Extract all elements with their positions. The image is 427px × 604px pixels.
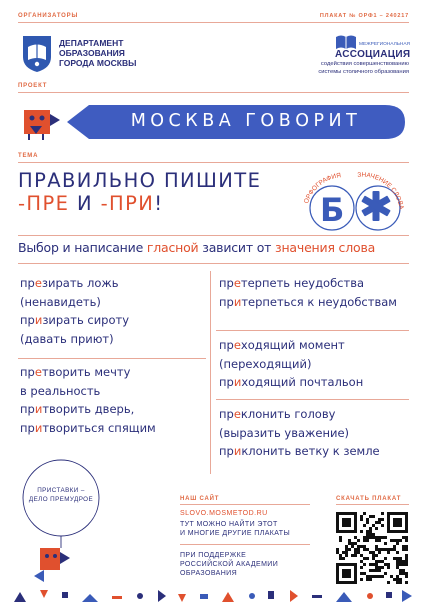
poster-code: ПЛАКАТ № ОРФ1 – 240217: [319, 13, 409, 19]
project-label: ПРОЕКТ: [18, 83, 48, 89]
support-line-2: РОССИЙСКОЙ АКАДЕМИИ: [180, 561, 279, 568]
theme-title-line-2: [18, 192, 163, 215]
rule-part-3: зависит от: [198, 240, 275, 255]
example-word: приклонить ветку к земле: [219, 444, 380, 458]
example-gloss: в реальность: [20, 383, 101, 398]
organizers-label: ОРГАНИЗАТОРЫ: [18, 13, 79, 19]
speech-bubble: [18, 458, 104, 544]
bottom-decorations: [0, 586, 427, 604]
example-word: преходящий момент: [219, 338, 345, 352]
asterisk-icon: [361, 191, 390, 221]
assoc-desc-line-2: системы столичного образования: [318, 68, 409, 75]
exclamation: !: [154, 192, 164, 215]
example-word: претерпеть неудобства: [219, 276, 365, 290]
site-rule: [180, 504, 310, 505]
example-gloss: (давать приют): [20, 331, 114, 346]
example-gloss: (переходящий): [219, 356, 312, 371]
theme-rule: [18, 162, 409, 163]
download-label: СКАЧАТЬ ПЛАКАТ: [336, 496, 402, 502]
example-word: приходящий почтальон: [219, 375, 364, 389]
dept-name: [59, 38, 136, 68]
example-word: притвориться спящим: [20, 420, 156, 435]
example-word: притерпеться к неудобствам: [219, 294, 397, 309]
support-line-1: ПРИ ПОДДЕРЖКЕ: [180, 552, 247, 559]
example-word: призирать сироту: [20, 313, 130, 327]
rule-meaning: значения слова: [275, 240, 376, 255]
right-section-divider-1: [216, 330, 409, 331]
site-desc: [180, 520, 290, 538]
bird-mascot-icon: [22, 106, 62, 142]
bubble-line-2: ДЕЛО ПРЕМУДРОЕ: [28, 496, 94, 503]
theme-label: ТЕМА: [18, 153, 39, 159]
support-rule: [180, 544, 310, 545]
badge-arc-right: ЗНАЧЕНИЕ СЛОВА: [357, 171, 405, 211]
right-group-2: [219, 338, 363, 391]
left-group-1: [20, 276, 129, 347]
dept-line-2: ОБРАЗОВАНИЯ: [59, 48, 125, 58]
example-word: преклонить голову: [219, 407, 336, 421]
right-section-divider-2: [216, 399, 409, 400]
bubble-line-1: ПРИСТАВКИ –: [37, 487, 85, 494]
right-group-3: [219, 407, 380, 460]
site-label: НАШ САЙТ: [180, 496, 220, 502]
prefix-pre: -ПРЕ: [18, 192, 70, 215]
assoc-desc: [318, 61, 409, 76]
badge-letter: Б: [320, 191, 345, 229]
small-bird-icon: [30, 546, 80, 586]
site-url-link[interactable]: SLOVO.MOSMETOD.RU: [180, 510, 268, 517]
moscow-education-dept-logo: [20, 33, 54, 73]
assoc-desc-line-1: содействия совершенствованию: [320, 61, 409, 67]
rule-statement: [18, 240, 375, 255]
qr-code[interactable]: [336, 512, 408, 584]
right-group-1: [219, 276, 397, 310]
example-word: презирать ложь: [20, 276, 119, 290]
spelling-meaning-badge: [296, 164, 408, 232]
download-rule: [336, 504, 409, 505]
bubble-text: [18, 486, 104, 504]
example-word: притворить дверь,: [20, 402, 135, 416]
theme-title-line-1: ПРАВИЛЬНО ПИШИТЕ: [18, 169, 262, 192]
left-section-divider: [18, 358, 206, 359]
project-title-banner: [67, 103, 407, 141]
header-rule: [18, 22, 409, 23]
assoc-small: МЕЖРЕГИОНАЛЬНАЯ: [359, 42, 410, 47]
dept-line-1: ДЕПАРТАМЕНТ: [59, 38, 124, 48]
project-rule: [18, 92, 409, 93]
assoc-name: АССОЦИАЦИЯ: [335, 49, 411, 60]
dept-line-3: ГОРОДА МОСКВЫ: [59, 58, 137, 68]
support-line-3: ОБРАЗОВАНИЯ: [180, 570, 238, 577]
rule-part-1: Выбор и написание: [18, 240, 147, 255]
examples-column-divider: [210, 271, 211, 474]
support-text: [180, 551, 278, 578]
site-desc-1: ТУТ МОЖНО НАЙТИ ЭТОТ: [180, 521, 278, 528]
conjunction: И: [69, 192, 101, 215]
rule-bottom-divider: [18, 263, 409, 264]
site-desc-2: И МНОГИЕ ДРУГИЕ ПЛАКАТЫ: [180, 530, 291, 537]
example-gloss: (выразить уважение): [219, 425, 350, 440]
badge-arc-left: ОРФОГРАФИЯ: [302, 172, 342, 205]
rule-top-divider: [18, 235, 409, 236]
left-group-2: [20, 365, 156, 436]
example-gloss: (ненавидеть): [20, 294, 101, 309]
prefix-pri: -ПРИ: [100, 192, 155, 215]
example-word: претворить мечту: [20, 365, 131, 379]
rule-vowel: гласной: [146, 240, 199, 255]
project-title: МОСКВА ГОВОРИТ: [130, 111, 362, 131]
